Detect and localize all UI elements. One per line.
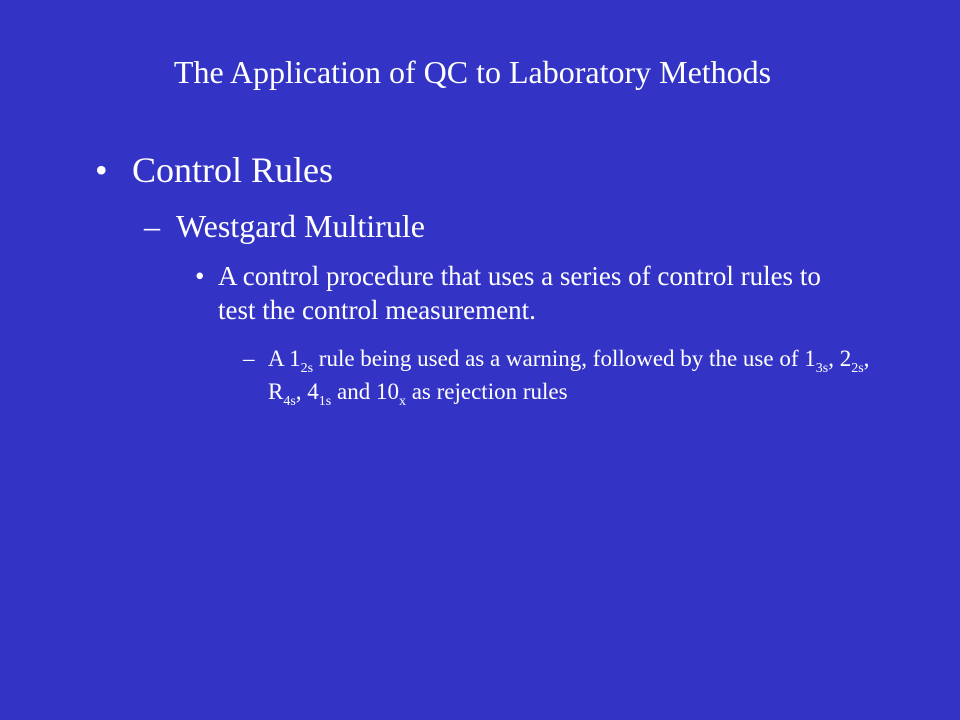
- rule-subscript-2s: 2s: [300, 361, 314, 376]
- bullet-icon: •: [195, 261, 205, 291]
- rule-separator: , R: [268, 346, 870, 404]
- rule-separator: , 4: [295, 379, 319, 404]
- rule-text-suffix: as rejection rules: [405, 379, 568, 404]
- rule-subscript-2s: 2s: [851, 361, 864, 376]
- bullet-icon: •: [95, 150, 108, 190]
- slide-title: The Application of QC to Laboratory Methods: [173, 54, 772, 90]
- rule-separator: , 2: [828, 346, 852, 371]
- dash-icon: –: [243, 346, 255, 371]
- bullet-level-3-text: A control procedure that uses a series of control rules to test the control measurement.: [218, 261, 821, 325]
- rule-subscript-4s: 4s: [283, 394, 296, 409]
- rule-subscript-x: x: [398, 394, 406, 409]
- rule-subscript-3s: 3s: [815, 361, 829, 376]
- rule-text-prefix: A 1: [268, 346, 301, 371]
- bullet-level-4-text: [268, 342, 908, 408]
- rule-separator: and 10: [331, 379, 399, 404]
- rule-text-middle: rule being used as a warning, followed by the use of 1: [313, 346, 816, 371]
- dash-icon: –: [144, 208, 160, 244]
- rule-subscript-1s: 1s: [318, 394, 332, 409]
- bullet-level-1-text: Control Rules: [132, 150, 334, 190]
- bullet-level-2-text: Westgard Multirule: [176, 208, 425, 244]
